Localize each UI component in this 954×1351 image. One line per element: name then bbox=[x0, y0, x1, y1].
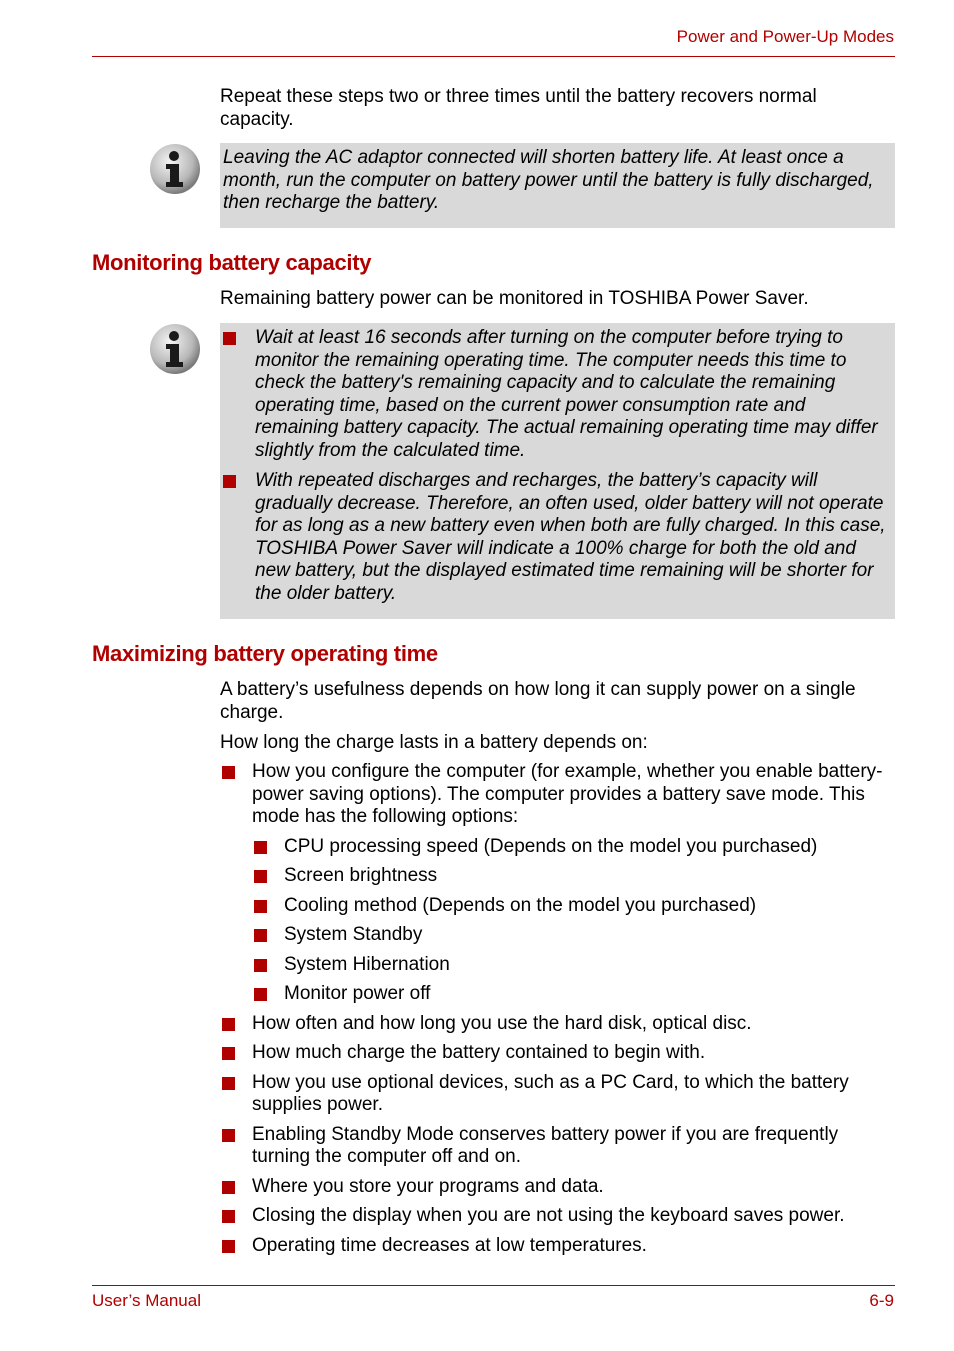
square-bullet-icon bbox=[222, 1047, 235, 1060]
list-item: Screen brightness bbox=[252, 865, 895, 888]
square-bullet-icon bbox=[222, 1077, 235, 1090]
list-item: Monitor power off bbox=[252, 983, 895, 1006]
square-bullet-icon bbox=[222, 1018, 235, 1031]
footer-rule bbox=[92, 1285, 895, 1286]
note-box bbox=[220, 143, 895, 228]
list-item: System Standby bbox=[252, 924, 895, 947]
list-item: Closing the display when you are not using the keyboard saves power. bbox=[220, 1205, 895, 1228]
intro-paragraph: Repeat these steps two or three times until the battery recovers normal capacity. bbox=[220, 86, 817, 130]
note-list bbox=[220, 323, 895, 605]
info-icon bbox=[149, 323, 201, 375]
square-bullet-icon bbox=[223, 475, 236, 488]
maximizing-paragraph-1: A battery’s usefulness depends on how long it can supply power on a single charge. bbox=[220, 679, 856, 723]
maximizing-paragraph-2: How long the charge lasts in a battery depends on: bbox=[220, 732, 648, 753]
list-item: How often and how long you use the hard disk, optical disc. bbox=[220, 1013, 895, 1036]
square-bullet-icon bbox=[254, 841, 267, 854]
square-bullet-icon bbox=[222, 1240, 235, 1253]
running-header: Power and Power-Up Modes bbox=[676, 27, 894, 46]
list-item: Cooling method (Depends on the model you purchased) bbox=[252, 895, 895, 918]
list-item: Operating time decreases at low temperatures. bbox=[220, 1235, 895, 1258]
square-bullet-icon bbox=[254, 929, 267, 942]
footer-manual-title: User’s Manual bbox=[92, 1291, 201, 1310]
battery-factors-list bbox=[220, 761, 895, 1264]
monitoring-paragraph: Remaining battery power can be monitored in TOSHIBA Power Saver. bbox=[220, 288, 809, 309]
square-bullet-icon bbox=[254, 988, 267, 1001]
list-item: How much charge the battery contained to begin with. bbox=[220, 1042, 895, 1065]
section-heading-maximizing: Maximizing battery operating time bbox=[92, 641, 438, 666]
square-bullet-icon bbox=[254, 959, 267, 972]
list-item: CPU processing speed (Depends on the model you purchased) bbox=[252, 836, 895, 859]
note-list-item: With repeated discharges and recharges, the battery’s capacity will gradually decrease. Therefore, an often used, older battery will not operate for as long as a new battery even when both are fully charged. In this case, TOSHIBA Power Saver will indicate a 100% charge for both the old and new battery, but the displayed estimated time remaining will be shorter for the older battery. bbox=[220, 470, 889, 605]
note-list-item: Wait at least 16 seconds after turning on the computer before trying to monitor the remaining operating time. The computer needs this time to check the battery's remaining capacity and to calculate the remaining operating time, based on the current power consumption rate and remaining battery capacity. The actual remaining operating time may differ slightly from the calculated time. bbox=[220, 327, 889, 462]
square-bullet-icon bbox=[222, 1210, 235, 1223]
battery-save-options-list bbox=[252, 836, 895, 1006]
note-text: Leaving the AC adaptor connected will shorten battery life. At least once a month, run the computer on battery power until the battery is fully discharged, then recharge the battery. bbox=[223, 147, 874, 213]
square-bullet-icon bbox=[222, 1129, 235, 1142]
list-item: How you configure the computer (for example, whether you enable battery-power saving options). The computer provides a battery save mode. This mode has the following options: CPU processing speed (Depends on the model you purchased) Screen brightness Cooling method (Depends on the model you purchased) System Standby System Hibernation Monitor power off bbox=[220, 761, 895, 1006]
header-rule bbox=[92, 56, 895, 57]
list-item: How you use optional devices, such as a PC Card, to which the battery supplies power. bbox=[220, 1072, 895, 1117]
square-bullet-icon bbox=[222, 1181, 235, 1194]
page-number: 6-9 bbox=[869, 1291, 894, 1310]
square-bullet-icon bbox=[223, 332, 236, 345]
square-bullet-icon bbox=[222, 766, 235, 779]
square-bullet-icon bbox=[254, 870, 267, 883]
list-item: System Hibernation bbox=[252, 954, 895, 977]
list-item: Where you store your programs and data. bbox=[220, 1176, 895, 1199]
square-bullet-icon bbox=[254, 900, 267, 913]
section-heading-monitoring: Monitoring battery capacity bbox=[92, 250, 372, 275]
note-box bbox=[220, 323, 895, 619]
list-item: Enabling Standby Mode conserves battery power if you are frequently turning the computer off and on. bbox=[220, 1124, 895, 1169]
info-icon bbox=[149, 143, 201, 195]
